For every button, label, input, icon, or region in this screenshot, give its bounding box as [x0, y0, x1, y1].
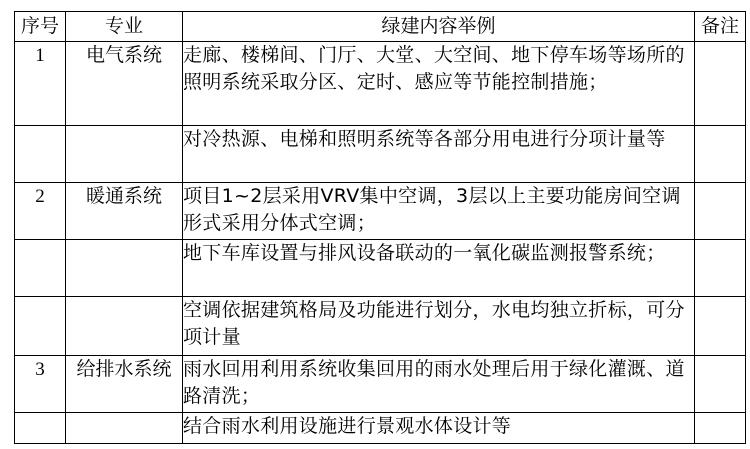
clipped-text-strip	[0, 0, 750, 10]
row-example: 走廊、楼梯间、门厅、大堂、大空间、地下停车场等场所的照明系统采取分区、定时、感应等节能控制措施；	[183, 42, 695, 126]
row-specialty	[66, 297, 183, 356]
row-number: 2	[15, 183, 66, 240]
row-number: 1	[15, 42, 66, 126]
row-example: 结合雨水利用设施进行景观水体设计等	[183, 413, 695, 444]
table-row	[15, 42, 746, 126]
green-building-table	[14, 11, 746, 444]
row-example: 项目1~2层采用VRV集中空调，3层以上主要功能房间空调形式采用分体式空调；	[183, 183, 695, 240]
row-remark	[695, 240, 746, 297]
row-number	[15, 297, 66, 356]
header-remarks: 备注	[695, 12, 746, 42]
row-example: 空调依据建筑格局及功能进行划分，水电均独立折标，可分项计量	[183, 297, 695, 356]
header-no: 序号	[15, 12, 66, 42]
row-number	[15, 413, 66, 444]
table-row	[15, 240, 746, 297]
row-specialty: 给排水系统	[66, 356, 183, 413]
row-remark	[695, 413, 746, 444]
row-remark	[695, 126, 746, 183]
row-remark	[695, 42, 746, 126]
row-specialty	[66, 126, 183, 183]
header-examples: 绿建内容举例	[183, 12, 695, 42]
row-number: 3	[15, 356, 66, 413]
row-example: 地下车库设置与排风设备联动的一氧化碳监测报警系统；	[183, 240, 695, 297]
row-number	[15, 240, 66, 297]
table-row	[15, 183, 746, 240]
table-row	[15, 297, 746, 356]
row-example: 对冷热源、电梯和照明系统等各部分用电进行分项计量等	[183, 126, 695, 183]
row-example: 雨水回用利用系统收集回用的雨水处理后用于绿化灌溉、道路清洗；	[183, 356, 695, 413]
table-row	[15, 356, 746, 413]
table-row	[15, 126, 746, 183]
row-specialty	[66, 240, 183, 297]
row-number	[15, 126, 66, 183]
row-specialty: 电气系统	[66, 42, 183, 126]
table-row	[15, 413, 746, 444]
row-remark	[695, 183, 746, 240]
row-remark	[695, 297, 746, 356]
header-specialty: 专业	[66, 12, 183, 42]
table-header-row	[15, 12, 746, 42]
row-specialty	[66, 413, 183, 444]
row-remark	[695, 356, 746, 413]
row-specialty: 暖通系统	[66, 183, 183, 240]
